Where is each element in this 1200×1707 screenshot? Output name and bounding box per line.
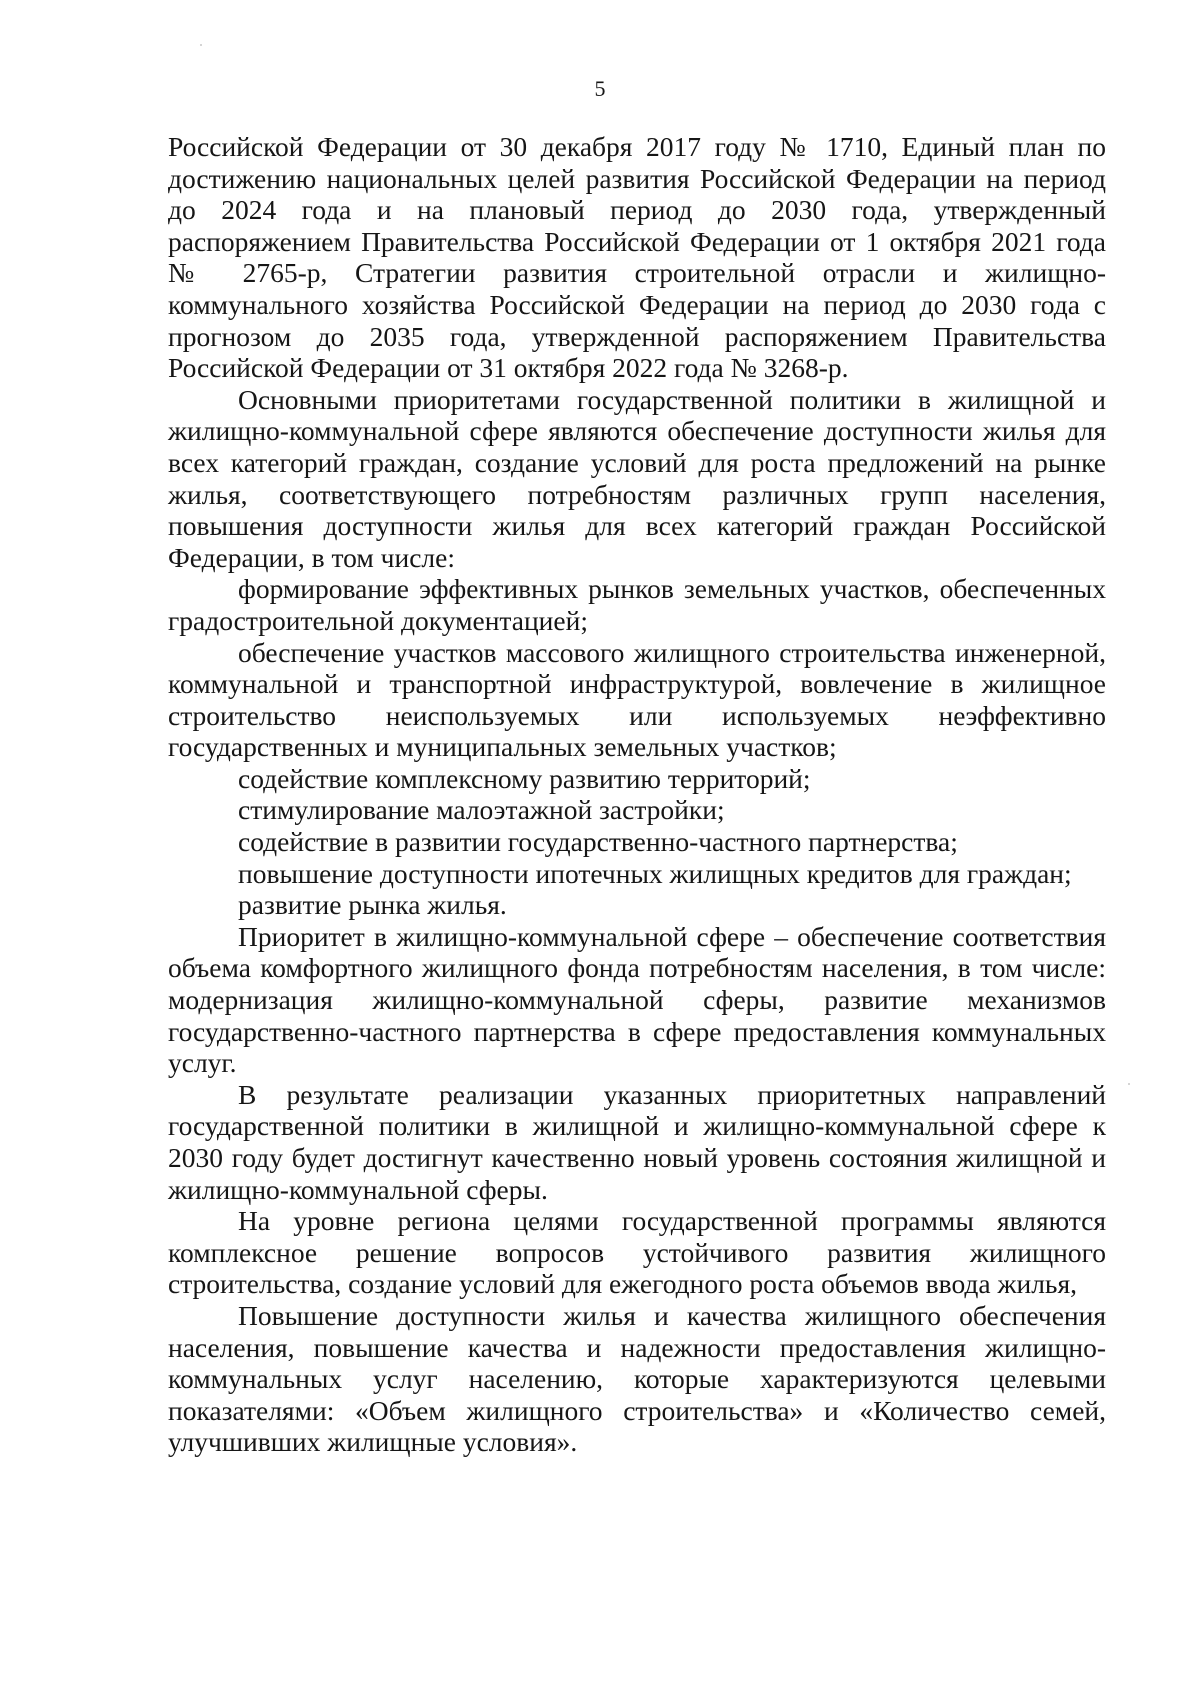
document-body (168, 131, 1106, 1458)
list-item-mortgage-access: повышение доступности ипотечных жилищных кредитов для граждан; (238, 857, 1072, 889)
scan-artifact-dot (200, 44, 202, 46)
paragraph-target-indicators: Повышение доступности жилья и качества жилищного обеспечения населения, повышение качества и надежности предоставления жилищно-коммунальных услуг населению, которые характеризуются целевыми показателями: «Объем жилищного строительства» и «Количество семей, улучшивших жилищные условия». (168, 1299, 1106, 1458)
list-item-territory-development: содействие комплексному развитию территорий; (238, 762, 811, 794)
paragraph-expected-result: В результате реализации указанных приоритетных направлений государственной политики в жилищной и жилищно-коммунальной сфере к 2030 году будет достигнут качественно новый уровень состояния жилищной и жилищно-коммунальной сферы. (168, 1078, 1106, 1205)
paragraph-regional-goals: На уровне региона целями государственной программы являются комплексное решение вопросов устойчивого развития жилищного строительства, создание условий для ежегодного роста объемов ввода жилья, (168, 1205, 1106, 1300)
paragraph-legal-references: Российской Федерации от 30 декабря 2017 году № 1710, Единый план по достижению национальных целей развития Российской Федерации на период до 2024 года и на плановый период до 2030 года, утвержденный распоряжением Правительства Российской Федерации от 1 октября 2021 года № 2765-р, Стратегии развития строительной отрасли и жилищно-коммунального хозяйства Российской Федерации на период до 2030 года с прогнозом до 2035 года, утвержденной распоряжением Правительства Российской Федерации от 31 октября 2022 года № 3268-р. (168, 131, 1106, 384)
list-item-land-markets: формирование эффективных рынков земельных участков, обеспеченных градостроительной документацией; (168, 573, 1106, 636)
scan-artifact-dot (1128, 1083, 1130, 1085)
paragraph-utilities-priority: Приоритет в жилищно-коммунальной сфере – обеспечение соответствия объема комфортного жилищного фонда потребностям населения, в том числе: модернизация жилищно-коммунальной сферы, развитие механизмов государственно-частного партнерства в сфере предоставления коммунальных услуг. (168, 920, 1106, 1079)
paragraph-policy-priorities: Основными приоритетами государственной политики в жилищной и жилищно-коммунальной сфере являются обеспечение доступности жилья для всех категорий граждан, создание условий для роста предложений на рынке жилья, соответствующего потребностям различных групп населения, повышения доступности жилья для всех категорий граждан Российской Федерации, в том числе: (168, 383, 1106, 573)
list-item-low-rise-construction: стимулирование малоэтажной застройки; (238, 794, 725, 826)
list-item-infrastructure: обеспечение участков массового жилищного строительства инженерной, коммунальной и транспортной инфраструктурой, вовлечение в жилищное строительство неиспользуемых или используемых неэффективно государственных и муниципальных земельных участков; (168, 636, 1106, 763)
list-item-public-private-partnership: содействие в развитии государственно-частного партнерства; (238, 826, 958, 858)
list-item-housing-market: развитие рынка жилья. (238, 889, 507, 921)
page-number: 5 (594, 76, 606, 101)
